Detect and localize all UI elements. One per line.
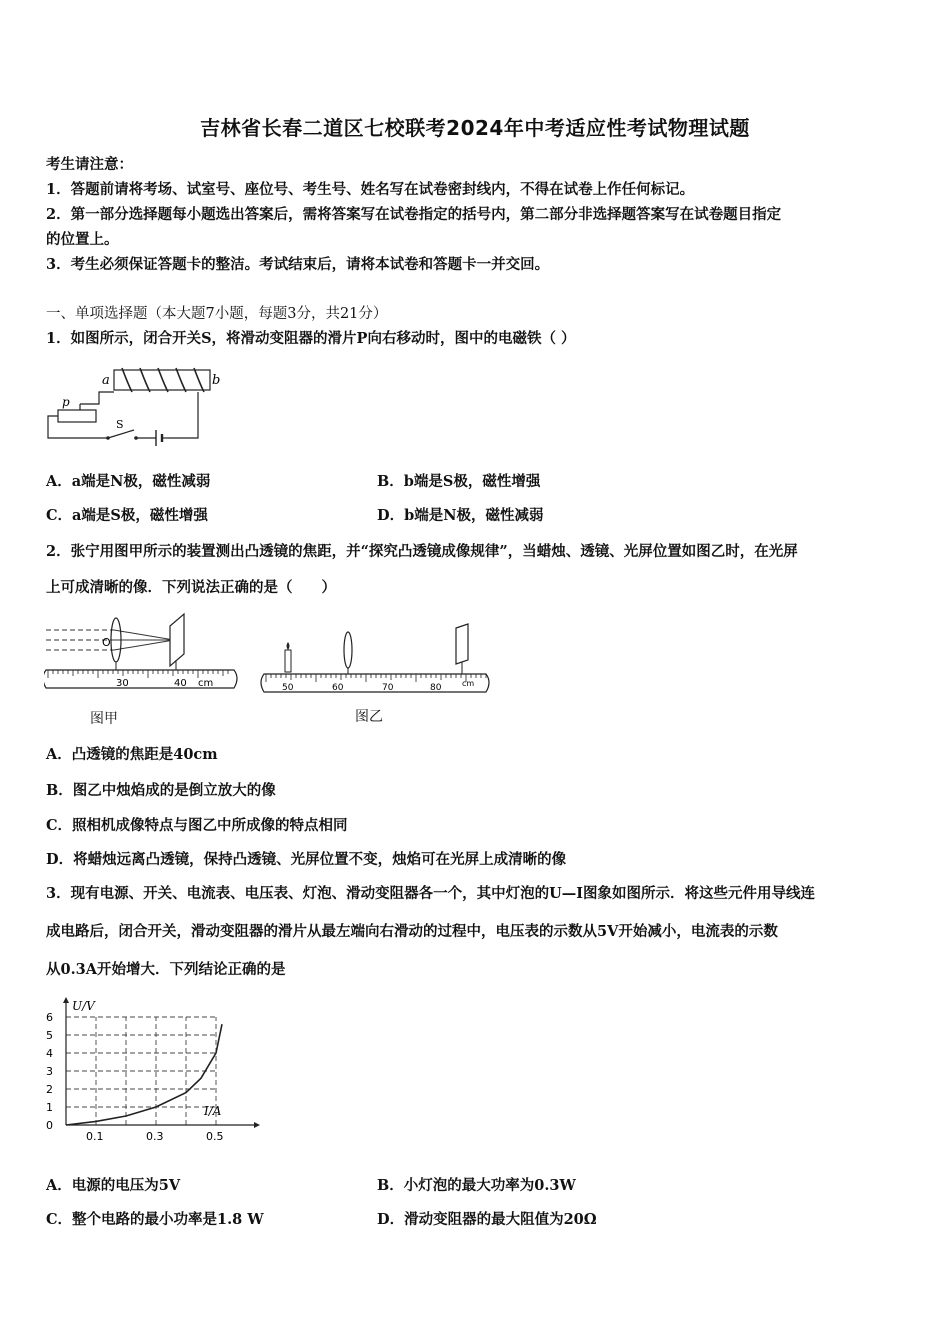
q1-option-b[interactable]: B．b端是S极，磁性增强 bbox=[377, 473, 541, 490]
q3-stem-line3: 从0.3A开始增大．下列结论正确的是 bbox=[46, 961, 286, 978]
y-tick-label: 1 bbox=[46, 1101, 53, 1114]
y-tick-label: 0 bbox=[46, 1119, 53, 1132]
x-tick-label: 0.1 bbox=[86, 1130, 104, 1143]
tick-label-cm-yi: cm bbox=[462, 679, 475, 688]
q3-stem-line2: 成电路后，闭合开关，滑动变阻器的滑片从最左端向右滑动的过程中，电压表的示数从5V开始减小，电流表的示数 bbox=[46, 923, 778, 940]
section-heading: 一、单项选择题（本大题7小题，每题3分，共21分） bbox=[46, 306, 388, 322]
notice-item-3: 3．考生必须保证答题卡的整洁。考试结束后，请将本试卷和答题卡一并交回。 bbox=[46, 256, 550, 273]
notice-heading: 考生请注意： bbox=[46, 156, 133, 173]
tick-label-70: 70 bbox=[382, 683, 394, 693]
y-axis-label: U/V bbox=[72, 999, 95, 1013]
notice-item-2-cont: 的位置上。 bbox=[46, 231, 119, 248]
optical-bench-yi bbox=[261, 674, 489, 692]
caption-jia: 图甲 bbox=[90, 711, 118, 727]
q1-circuit-figure bbox=[44, 362, 234, 448]
q1-option-c[interactable]: C．a端是S极，磁性增强 bbox=[46, 507, 208, 524]
y-tick-label: 4 bbox=[46, 1047, 53, 1060]
q3-option-a[interactable]: A．电源的电压为5V bbox=[46, 1177, 181, 1194]
q2-option-b[interactable]: B．图乙中烛焰成的是倒立放大的像 bbox=[46, 782, 276, 799]
q2-option-d[interactable]: D．将蜡烛远离凸透镜，保持凸透镜、光屏位置不变，烛焰可在光屏上成清晰的像 bbox=[46, 851, 567, 868]
coil-windings bbox=[122, 368, 204, 392]
x-tick-label: 0.5 bbox=[206, 1130, 224, 1143]
lens-yi bbox=[344, 632, 352, 668]
candle-flame bbox=[287, 642, 290, 650]
q2-option-c[interactable]: C．照相机成像特点与图乙中所成像的特点相同 bbox=[46, 817, 348, 834]
q3-option-d[interactable]: D．滑动变阻器的最大阻值为20Ω bbox=[377, 1211, 597, 1228]
tick-label-50: 50 bbox=[282, 683, 294, 693]
q2-stem-line1: 2．张宁用图甲所示的装置测出凸透镜的焦距，并“探究凸透镜成像规律”，当蜡烛、透镜、光屏位置如图乙时，在光屏 bbox=[46, 543, 798, 560]
tick-label-60: 60 bbox=[332, 683, 344, 693]
x-axis-label: I/A bbox=[204, 1104, 222, 1118]
switch-label: S bbox=[116, 418, 124, 431]
slider-p-label: p bbox=[62, 395, 70, 409]
tick-label-30: 30 bbox=[116, 678, 129, 689]
candle bbox=[285, 650, 291, 672]
tick-label-cm: cm bbox=[198, 678, 214, 689]
lens-o-label: O bbox=[102, 636, 111, 649]
q3-option-c[interactable]: C．整个电路的最小功率是1.8 W bbox=[46, 1211, 264, 1228]
tick-label-40: 40 bbox=[174, 678, 187, 689]
q2-stem-line2: 上可成清晰的像．下列说法正确的是（ ） bbox=[46, 579, 336, 596]
notice-item-2: 2．第一部分选择题每小题选出答案后，需将答案写在试卷指定的括号内，第二部分非选择题答案写在试卷题目指定 bbox=[46, 206, 782, 223]
notice-item-1: 1．答题前请将考场、试室号、座位号、考生号、姓名写在试卷密封线内，不得在试卷上作任何标记。 bbox=[46, 181, 695, 198]
tick-label-80: 80 bbox=[430, 683, 442, 693]
q2-option-a[interactable]: A．凸透镜的焦距是40cm bbox=[46, 746, 218, 763]
end-b-label: b bbox=[212, 373, 221, 388]
q3-ui-graph bbox=[40, 995, 260, 1145]
q1-option-a[interactable]: A．a端是N极，磁性减弱 bbox=[46, 473, 211, 490]
q2-figure-jia bbox=[44, 610, 244, 690]
y-tick-label: 2 bbox=[46, 1083, 53, 1096]
screen bbox=[170, 614, 184, 666]
y-tick-label: 3 bbox=[46, 1065, 53, 1078]
caption-yi: 图乙 bbox=[355, 709, 383, 725]
y-tick-label: 6 bbox=[46, 1011, 53, 1024]
q3-option-b[interactable]: B．小灯泡的最大功率为0.3W bbox=[377, 1177, 576, 1194]
page-title: 吉林省长春二道区七校联考2024年中考适应性考试物理试题 bbox=[200, 116, 750, 140]
switch-s bbox=[108, 430, 134, 438]
ui-curve bbox=[66, 1024, 222, 1125]
rheostat bbox=[58, 410, 96, 422]
x-tick-label: 0.3 bbox=[146, 1130, 164, 1143]
screen-yi bbox=[456, 624, 468, 664]
q1-option-d[interactable]: D．b端是N极，磁性减弱 bbox=[377, 507, 544, 524]
q1-stem: 1．如图所示，闭合开关S，将滑动变阻器的滑片P向右移动时，图中的电磁铁（ ） bbox=[46, 330, 576, 347]
q3-stem-line1: 3．现有电源、开关、电流表、电压表、灯泡、滑动变阻器各一个，其中灯泡的U—I图象如图所示．将这些元件用导线连 bbox=[46, 885, 816, 902]
q2-figure-yi bbox=[258, 620, 494, 694]
y-tick-label: 5 bbox=[46, 1029, 53, 1042]
end-a-label: a bbox=[102, 373, 110, 388]
